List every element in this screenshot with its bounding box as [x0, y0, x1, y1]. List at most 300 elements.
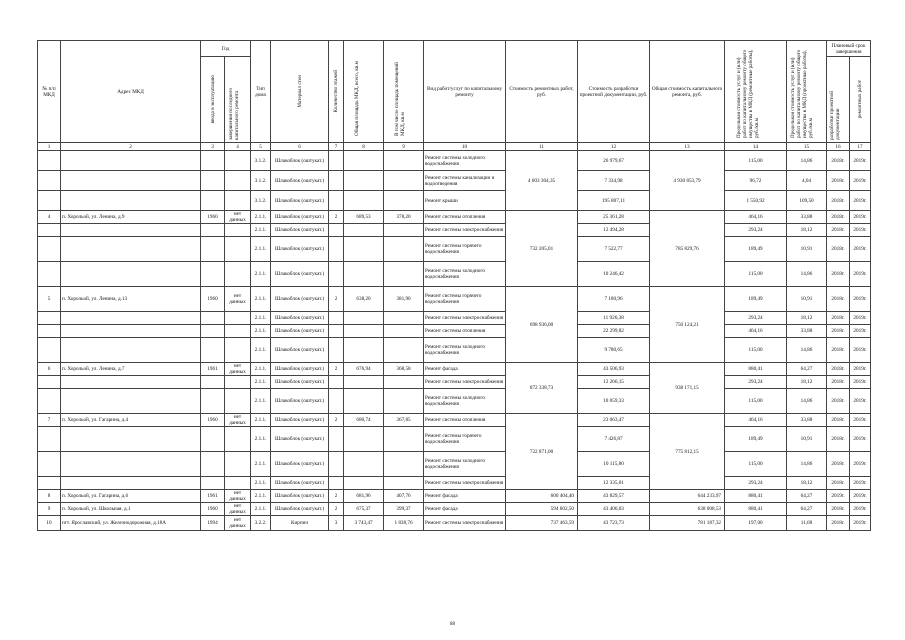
table-row [38, 338, 871, 363]
cell-address [61, 452, 201, 477]
cell-floors: 3 [329, 516, 344, 531]
cell-year-last-repair [225, 427, 251, 452]
cell-limit-cost-works: 96,72 [725, 171, 787, 191]
cell-house-type: 2.1.1. [251, 503, 271, 516]
cell-wall-material: Шлакоблок (оштукат.) [271, 376, 329, 389]
cell-floors: 2 [329, 414, 344, 427]
cell-floors [329, 452, 344, 477]
cell-house-type: 2.1.1. [251, 477, 271, 490]
cell-total-area [344, 427, 384, 452]
cell-year-last-repair [225, 389, 251, 414]
cell-residential-area: 407,76 [384, 490, 424, 503]
cell-wall-material: Шлакоблок (оштукат.) [271, 363, 329, 376]
cell-no [38, 376, 61, 389]
header-work-type: Вид работ/услуг по капитальному ремонту [424, 41, 506, 143]
cell-limit-cost-design: 18,12 [787, 224, 827, 237]
cell-house-type: 2.1.1. [251, 389, 271, 414]
cell-year-commission [201, 191, 225, 211]
cell-house-type: 2.1.1. [251, 237, 271, 262]
cell-repair-cost-merged: 722 871,00 [506, 414, 578, 490]
cell-wall-material: Шлакоблок (оштукат.) [271, 287, 329, 312]
cell-year-commission [201, 477, 225, 490]
cell-total-area [344, 477, 384, 490]
cell-year-last-repair: нет данных [225, 503, 251, 516]
cell-house-type: 2.1.1. [251, 452, 271, 477]
capital-repair-table [37, 40, 871, 531]
cell-year-commission [201, 389, 225, 414]
cell-deadline-design: 2019г. [827, 490, 850, 503]
cell-floors [329, 191, 344, 211]
cell-floors: 2 [329, 211, 344, 224]
cell-work-type: Ремонт системы отопления [424, 211, 506, 224]
cell-design-cost: 43 829,57 [578, 490, 650, 503]
cell-limit-cost-design: 33,88 [787, 211, 827, 224]
cell-limit-cost-works: 197,00 [725, 516, 787, 531]
cell-limit-cost-works: 464,16 [725, 414, 787, 427]
cell-total-cost-merged: 785 829,76 [650, 211, 725, 287]
cell-limit-cost-design: 10,91 [787, 287, 827, 312]
cell-deadline-works: 2019г. [850, 237, 871, 262]
cell-work-type: Ремонт системы холодного водоснабжения [424, 452, 506, 477]
cell-limit-cost-design: 18,12 [787, 477, 827, 490]
cell-design-cost: 43 723,73 [578, 516, 650, 531]
cell-wall-material: Шлакоблок (оштукат.) [271, 490, 329, 503]
cell-limit-cost-works: 464,16 [725, 325, 787, 338]
cell-wall-material: Шлакоблок (оштукат.) [271, 503, 329, 516]
cell-floors [329, 312, 344, 325]
cell-deadline-design: 2018г. [827, 363, 850, 376]
cell-total-cost: 638 008,53 [650, 503, 725, 516]
cell-year-commission [201, 376, 225, 389]
cell-deadline-design: 2018г. [827, 287, 850, 312]
cell-deadline-works: 2019г. [850, 503, 871, 516]
cell-address: п. Хорольой, ул. Ленина, д.13 [61, 287, 201, 312]
cell-limit-cost-design: 14,86 [787, 389, 827, 414]
cell-deadline-works: 2019г. [850, 171, 871, 191]
cell-house-type: 2.1.1. [251, 224, 271, 237]
cell-total-area: 675,37 [344, 503, 384, 516]
table-row [38, 490, 871, 503]
cell-no [38, 427, 61, 452]
header-deadline-group: Плановый срок завершения [827, 41, 871, 57]
table-row [38, 224, 871, 237]
header-year-group: Год [201, 41, 251, 57]
cell-design-cost: 7 426,87 [578, 427, 650, 452]
cell-limit-cost-design: 64,27 [787, 490, 827, 503]
cell-wall-material: Шлакоблок (оштукат.) [271, 325, 329, 338]
cell-residential-area [384, 452, 424, 477]
cell-deadline-design: 2018г. [827, 312, 850, 325]
cell-house-type: 2.1.1. [251, 490, 271, 503]
cell-deadline-design: 2018г. [827, 477, 850, 490]
cell-address [61, 237, 201, 262]
cell-no [38, 325, 61, 338]
cell-limit-cost-works: 189,49 [725, 237, 787, 262]
cell-floors [329, 237, 344, 262]
cell-year-last-repair [225, 262, 251, 287]
cell-deadline-works: 2019г. [850, 516, 871, 531]
cell-total-cost: 781 187,32 [650, 516, 725, 531]
cell-deadline-works: 2019г. [850, 211, 871, 224]
cell-residential-area [384, 262, 424, 287]
cell-limit-cost-works: 293,24 [725, 477, 787, 490]
cell-deadline-design: 2018г. [827, 452, 850, 477]
cell-no [38, 171, 61, 191]
cell-year-commission: 1960 [201, 211, 225, 224]
table-row [38, 262, 871, 287]
cell-residential-area: 381,90 [384, 287, 424, 312]
cell-year-last-repair [225, 325, 251, 338]
header-residential-area: В том числе площадь помещений МКД, кв.м [384, 41, 424, 143]
cell-limit-cost-works: 293,24 [725, 312, 787, 325]
cell-address: пгт. Ярославский, ул. Железнодорожная, д.18А [61, 516, 201, 531]
cell-house-type: 2.1.1. [251, 262, 271, 287]
cell-deadline-design: 2018г. [827, 338, 850, 363]
cell-address [61, 224, 201, 237]
cell-design-cost: 12 266,15 [578, 376, 650, 389]
cell-floors: 2 [329, 287, 344, 312]
table-row [38, 151, 871, 171]
cell-no [38, 452, 61, 477]
cell-year-last-repair [225, 151, 251, 171]
cell-wall-material: Шлакоблок (оштукат.) [271, 338, 329, 363]
cell-work-type: Ремонт фасада [424, 363, 506, 376]
cell-deadline-works: 2019г. [850, 325, 871, 338]
cell-no: 10 [38, 516, 61, 531]
cell-limit-cost-design: 14,86 [787, 151, 827, 171]
cell-total-area [344, 224, 384, 237]
cell-total-area [344, 237, 384, 262]
cell-repair-cost: 594 602,50 [506, 503, 578, 516]
cell-address: п. Хорольой, ул. Ленина, д.9 [61, 211, 201, 224]
cell-floors [329, 151, 344, 171]
page-number: 88 [450, 622, 455, 627]
cell-limit-cost-design: 18,12 [787, 376, 827, 389]
cell-wall-material: Шлакоблок (оштукат.) [271, 312, 329, 325]
cell-limit-cost-works: 115,00 [725, 151, 787, 171]
cell-house-type: 2.1.1. [251, 414, 271, 427]
cell-work-type: Ремонт системы горячего водоснабжения [424, 237, 506, 262]
cell-address [61, 389, 201, 414]
cell-residential-area: 367,85 [384, 414, 424, 427]
cell-deadline-works: 2019г. [850, 224, 871, 237]
table-row [38, 503, 871, 516]
cell-year-last-repair: нет данных [225, 414, 251, 427]
cell-deadline-works: 2019г. [850, 414, 871, 427]
cell-wall-material: Шлакоблок (оштукат.) [271, 171, 329, 191]
cell-address: п. Хорольой, ул. Ленина, д.7 [61, 363, 201, 376]
cell-work-type: Ремонт системы горячего водоснабжения [424, 287, 506, 312]
cell-total-area: 638,20 [344, 287, 384, 312]
cell-no: 8 [38, 490, 61, 503]
cell-limit-cost-works: 880,41 [725, 363, 787, 376]
cell-year-commission [201, 237, 225, 262]
cell-residential-area: 399,37 [384, 503, 424, 516]
cell-design-cost: 9 780,65 [578, 338, 650, 363]
cell-year-last-repair: нет данных [225, 363, 251, 376]
header-total-area: Общая площадь МКД, всего, кв.м [344, 41, 384, 143]
cell-year-commission: 1960 [201, 287, 225, 312]
cell-house-type: 2.1.1. [251, 325, 271, 338]
cell-limit-cost-works: 293,24 [725, 376, 787, 389]
cell-repair-cost-merged: 872 338,73 [506, 363, 578, 414]
cell-deadline-works: 2019г. [850, 376, 871, 389]
cell-year-last-repair [225, 312, 251, 325]
cell-repair-cost: 737 463,59 [506, 516, 578, 531]
cell-no: 7 [38, 414, 61, 427]
table-row [38, 211, 871, 224]
cell-wall-material: Шлакоблок (оштукат.) [271, 191, 329, 211]
cell-address [61, 325, 201, 338]
cell-total-area: 681,96 [344, 490, 384, 503]
cell-address: п. Хорольой, ул. Гагарина, д.6 [61, 490, 201, 503]
cell-residential-area [384, 427, 424, 452]
header-total-cost: Общая стоимость капитального ремонта, руб. [650, 41, 725, 143]
table-row [38, 414, 871, 427]
cell-year-commission [201, 171, 225, 191]
table-header [38, 41, 871, 151]
cell-deadline-works: 2019г. [850, 477, 871, 490]
cell-limit-cost-design: 14,86 [787, 338, 827, 363]
cell-year-last-repair [225, 376, 251, 389]
cell-residential-area: 378,20 [384, 211, 424, 224]
cell-deadline-design: 2018г. [827, 237, 850, 262]
cell-house-type: 3.1.2. [251, 191, 271, 211]
cell-deadline-design: 2018г. [827, 376, 850, 389]
header-year-last-repair: завершения последнего капитального ремонта [225, 57, 251, 143]
cell-year-commission [201, 427, 225, 452]
cell-no [38, 224, 61, 237]
cell-deadline-design: 2018г. [827, 389, 850, 414]
cell-year-commission [201, 452, 225, 477]
cell-limit-cost-works: 115,00 [725, 452, 787, 477]
cell-deadline-works: 2019г. [850, 151, 871, 171]
cell-year-commission [201, 262, 225, 287]
cell-limit-cost-design: 33,88 [787, 414, 827, 427]
cell-deadline-works: 2019г. [850, 287, 871, 312]
cell-deadline-design: 2018г. [827, 191, 850, 211]
cell-year-last-repair [225, 477, 251, 490]
cell-no [38, 237, 61, 262]
cell-deadline-works: 2019г. [850, 427, 871, 452]
cell-residential-area: 1 838,76 [384, 516, 424, 531]
cell-floors [329, 325, 344, 338]
cell-total-area [344, 376, 384, 389]
header-wall-material: Материал стен [271, 41, 329, 143]
cell-total-area [344, 151, 384, 171]
cell-limit-cost-design: 33,88 [787, 325, 827, 338]
cell-residential-area [384, 312, 424, 325]
cell-deadline-design: 2018г. [827, 516, 850, 531]
cell-repair-cost-merged: 4 603 304,35 [506, 151, 578, 211]
table-row [38, 325, 871, 338]
header-year-commission: ввода в эксплуатацию [201, 57, 225, 143]
cell-work-type: Ремонт фасада [424, 503, 506, 516]
cell-floors: 2 [329, 363, 344, 376]
cell-residential-area [384, 389, 424, 414]
column-number-row: 1 2 3 4 5 6 7 8 9 10 11 12 13 14 15 16 17 [38, 143, 871, 151]
cell-address [61, 191, 201, 211]
cell-design-cost: 43 506,93 [578, 363, 650, 376]
cell-wall-material: Кирпич [271, 516, 329, 531]
cell-wall-material: Шлакоблок (оштукат.) [271, 211, 329, 224]
cell-floors [329, 262, 344, 287]
cell-design-cost: 11 926,38 [578, 312, 650, 325]
cell-floors: 2 [329, 490, 344, 503]
cell-wall-material: Шлакоблок (оштукат.) [271, 389, 329, 414]
cell-floors [329, 338, 344, 363]
cell-work-type: Ремонт системы канализации и водоотведения [424, 171, 506, 191]
cell-house-type: 2.1.1. [251, 338, 271, 363]
table-row [38, 376, 871, 389]
header-address: Адрес МКД [61, 41, 201, 143]
cell-limit-cost-works: 115,00 [725, 262, 787, 287]
cell-year-last-repair [225, 224, 251, 237]
cell-deadline-design: 2018г. [827, 211, 850, 224]
cell-no [38, 477, 61, 490]
cell-limit-cost-design: 18,12 [787, 312, 827, 325]
cell-house-type: 2.1.1. [251, 287, 271, 312]
cell-year-last-repair [225, 171, 251, 191]
table-row [38, 363, 871, 376]
cell-deadline-works: 2019г. [850, 338, 871, 363]
cell-address [61, 171, 201, 191]
cell-house-type: 2.1.1. [251, 376, 271, 389]
cell-work-type: Ремонт системы холодного водоснабжения [424, 389, 506, 414]
cell-work-type: Ремонт системы электроснабжения [424, 312, 506, 325]
cell-limit-cost-works: 189,49 [725, 427, 787, 452]
cell-work-type: Ремонт системы холодного водоснабжения [424, 338, 506, 363]
cell-house-type: 3.1.2. [251, 171, 271, 191]
cell-wall-material: Шлакоблок (оштукат.) [271, 427, 329, 452]
cell-year-last-repair: нет данных [225, 211, 251, 224]
cell-address [61, 477, 201, 490]
cell-limit-cost-design: 10,91 [787, 427, 827, 452]
cell-house-type: 2.1.1. [251, 363, 271, 376]
cell-work-type: Ремонт системы холодного водоснабжения [424, 262, 506, 287]
cell-residential-area: 368,58 [384, 363, 424, 376]
cell-year-last-repair: нет данных [225, 287, 251, 312]
header-no: № п/п МКД [38, 41, 61, 143]
cell-year-last-repair: нет данных [225, 490, 251, 503]
table-row [38, 452, 871, 477]
cell-no: 5 [38, 287, 61, 312]
cell-limit-cost-works: 115,00 [725, 389, 787, 414]
table-row [38, 389, 871, 414]
cell-total-cost-merged: 750 124,21 [650, 287, 725, 363]
cell-residential-area [384, 237, 424, 262]
cell-year-commission: 1961 [201, 490, 225, 503]
cell-floors [329, 427, 344, 452]
cell-limit-cost-design: 64,27 [787, 363, 827, 376]
cell-total-cost: 644 233,97 [650, 490, 725, 503]
header-limit-cost-design: Предельная стоимость услуг и (или) работ по капитальному ремонту общего имущества в МКД (проектные работы), руб./кв.м [787, 41, 827, 143]
cell-repair-cost: 600 404,40 [506, 490, 578, 503]
header-floors: Количество этажей [329, 41, 344, 143]
cell-year-commission: 1960 [201, 503, 225, 516]
table-body [38, 151, 871, 531]
cell-address [61, 427, 201, 452]
cell-total-area [344, 389, 384, 414]
table-row [38, 427, 871, 452]
cell-limit-cost-design: 4,04 [787, 171, 827, 191]
cell-work-type: Ремонт системы электроснабжения [424, 224, 506, 237]
cell-wall-material: Шлакоблок (оштукат.) [271, 262, 329, 287]
register-table-sheet [37, 40, 870, 531]
cell-limit-cost-design: 64,27 [787, 503, 827, 516]
cell-address: п. Хорольой, ул. Гагарина, д.4 [61, 414, 201, 427]
cell-design-cost: 10 246,42 [578, 262, 650, 287]
table-row [38, 191, 871, 211]
cell-year-last-repair: нет данных [225, 516, 251, 531]
header-house-type: Тип дома [251, 41, 271, 143]
cell-total-area [344, 262, 384, 287]
cell-deadline-works: 2019г. [850, 191, 871, 211]
cell-deadline-design: 2018г. [827, 503, 850, 516]
cell-deadline-works: 2019г. [850, 452, 871, 477]
header-deadline-design: разработки проектной документации [827, 57, 850, 143]
cell-wall-material: Шлакоблок (оштукат.) [271, 477, 329, 490]
cell-total-cost-merged: 775 812,15 [650, 414, 725, 490]
cell-repair-cost-merged: 698 936,00 [506, 287, 578, 363]
cell-design-cost: 22 299,82 [578, 325, 650, 338]
cell-limit-cost-works: 293,24 [725, 224, 787, 237]
cell-floors [329, 477, 344, 490]
cell-residential-area [384, 477, 424, 490]
cell-year-last-repair [225, 237, 251, 262]
cell-wall-material: Шлакоблок (оштукат.) [271, 414, 329, 427]
cell-deadline-design: 2018г. [827, 224, 850, 237]
cell-deadline-design: 2018г. [827, 325, 850, 338]
cell-address [61, 312, 201, 325]
cell-house-type: 3.2.2. [251, 516, 271, 531]
cell-wall-material: Шлакоблок (оштукат.) [271, 237, 329, 262]
cell-no: 9 [38, 503, 61, 516]
cell-year-commission: 1960 [201, 414, 225, 427]
cell-total-cost-merged: 4 930 853,79 [650, 151, 725, 211]
cell-no: 6 [38, 363, 61, 376]
cell-deadline-works: 2019г. [850, 312, 871, 325]
cell-deadline-works: 2019г. [850, 490, 871, 503]
cell-design-cost: 12 335,01 [578, 477, 650, 490]
cell-design-cost: 26 979,67 [578, 151, 650, 171]
cell-year-commission [201, 338, 225, 363]
cell-year-last-repair [225, 338, 251, 363]
cell-floors [329, 376, 344, 389]
cell-no [38, 312, 61, 325]
table-row [38, 312, 871, 325]
table-row [38, 477, 871, 490]
cell-limit-cost-works: 115,00 [725, 338, 787, 363]
table-row [38, 287, 871, 312]
cell-no [38, 338, 61, 363]
cell-total-area: 3 743,47 [344, 516, 384, 531]
cell-total-area: 676,94 [344, 363, 384, 376]
header-limit-cost-works: Предельная стоимость услуг и (или) работ по капитальному ремонту общего имущества в МКД (ремонтные работы), руб./кв.м [725, 41, 787, 143]
cell-total-area [344, 325, 384, 338]
cell-address [61, 151, 201, 171]
cell-year-last-repair [225, 452, 251, 477]
cell-design-cost: 43 406,03 [578, 503, 650, 516]
cell-wall-material: Шлакоблок (оштукат.) [271, 452, 329, 477]
cell-no: 4 [38, 211, 61, 224]
cell-year-commission [201, 325, 225, 338]
cell-residential-area [384, 171, 424, 191]
cell-limit-cost-works: 880,41 [725, 503, 787, 516]
header-repair-cost: Стоимость ремонтных работ, руб. [506, 41, 578, 143]
cell-address: п. Хорольой, ул. Школьная, д.1 [61, 503, 201, 516]
cell-address [61, 376, 201, 389]
